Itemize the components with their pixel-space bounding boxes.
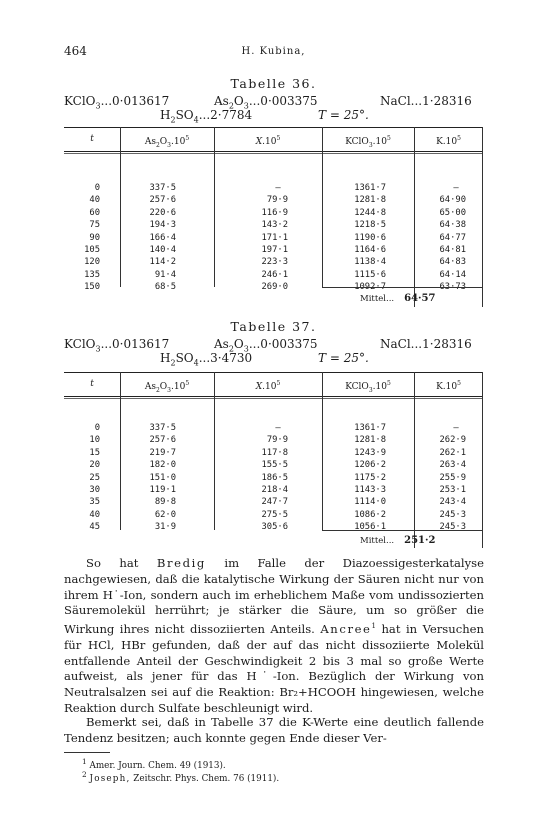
table-cell: 243·4 [439, 497, 466, 508]
table-cell: 114·2 [149, 257, 176, 268]
table-cell: 91·4 [154, 269, 176, 280]
column-header-x: $X.10^5$ [255, 135, 281, 147]
table-cell: 1164·6 [354, 244, 386, 255]
table-cell: 1243·9 [354, 447, 386, 458]
table-37 [64, 372, 483, 552]
table-cell: 337·5 [149, 183, 176, 193]
table-37-nacl-condition: NaCl...1·28316 [380, 337, 472, 351]
table-cell: 1138·4 [354, 257, 386, 268]
mittel-value: 251·2 [404, 535, 436, 546]
footnote-1: $^1$ Amer. Journ. Chem. 49 (1913). [82, 757, 226, 771]
table-cell: 245·3 [439, 509, 466, 520]
table-rule [64, 372, 483, 373]
table-row [64, 422, 483, 434]
column-header-x: $X.10^5$ [255, 380, 281, 392]
table-row [64, 509, 483, 521]
table-cell: 1206·2 [354, 460, 386, 471]
table-cell: 64·90 [439, 195, 466, 206]
table-cell: 255·9 [439, 472, 466, 483]
table-cell: 1361·7 [354, 423, 386, 433]
column-header-kclo3: $KClO_3.10^5$ [345, 135, 391, 149]
mittel-label: Mittel... [360, 294, 395, 304]
table-cell: 119·1 [149, 484, 176, 495]
table-37-rows [64, 422, 483, 534]
table-row [64, 269, 483, 281]
table-cell: 89·8 [154, 497, 176, 508]
table-rule [64, 153, 483, 154]
table-36-kclo3-condition: KClO$_3$...0·013617 [64, 94, 170, 111]
table-37-title: Tabelle 37. [230, 319, 317, 334]
table-cell: 1175·2 [354, 472, 386, 483]
table-row [64, 194, 483, 206]
table-cell: 25 [89, 472, 100, 483]
table-rule [64, 151, 483, 152]
table-cell: 245·3 [439, 522, 466, 533]
table-36-as2o3-condition: $As_2O_3...0\cdot 003375$ [214, 94, 318, 111]
table-row [64, 219, 483, 231]
table-cell: 1086·2 [354, 509, 386, 520]
table-36-header [64, 130, 483, 152]
table-cell: 90 [89, 232, 100, 243]
table-cell: 20 [89, 460, 100, 471]
table-cell: 1143·3 [354, 484, 386, 495]
footnote-rule [64, 752, 110, 753]
table-cell: 64·14 [439, 269, 466, 280]
table-cell: 155·5 [261, 460, 288, 471]
table-row [64, 521, 483, 533]
body-paragraph-2: Bemerkt sei, daß in Tabelle 37 die K-Werte eine deutlich fallende Tendenz besitzen; auch konnte gegen Ende dieser Ver- [64, 715, 484, 745]
table-cell: 0 [94, 423, 100, 433]
table-cell: 40 [89, 195, 100, 206]
footnote-ref: 1 [371, 622, 376, 631]
table-cell: — [275, 423, 281, 433]
table-cell: 79·9 [266, 435, 288, 446]
table-cell: 64·38 [439, 220, 466, 231]
column-header-t: t [90, 134, 94, 144]
table-cell: 45 [89, 522, 100, 533]
column-header-k: $K.10^5$ [436, 135, 461, 147]
table-cell: — [453, 423, 459, 433]
table-36-mittel [360, 293, 435, 304]
table-37-mittel [360, 535, 435, 546]
table-cell: 1092·7 [354, 282, 386, 293]
table-cell: 0 [94, 183, 100, 193]
table-cell: 31·9 [154, 522, 176, 533]
table-cell: 40 [89, 509, 100, 520]
table-cell: 223·3 [261, 257, 288, 268]
table-cell: 140·4 [149, 244, 176, 255]
table-cell: 257·6 [149, 195, 176, 206]
table-cell: 1281·8 [354, 435, 386, 446]
table-row [64, 244, 483, 256]
table-37-kclo3-condition: KClO$_3$...0·013617 [64, 337, 170, 354]
column-header-as2o3: $As_2O_3.10^5$ [144, 135, 190, 149]
table-row [64, 256, 483, 268]
column-header-as2o3: $As_2O_3.10^5$ [144, 380, 190, 394]
table-cell: 68·5 [154, 282, 176, 293]
table-row [64, 484, 483, 496]
table-cell: — [275, 183, 281, 193]
table-cell: 220·6 [149, 207, 176, 218]
table-cell: 1361·7 [354, 183, 386, 193]
table-cell: 75 [89, 220, 100, 231]
table-37-as2o3-condition: $As_2O_3...0\cdot 003375$ [214, 337, 318, 354]
table-cell: 182·0 [149, 460, 176, 471]
table-cell: 171·1 [261, 232, 288, 243]
table-cell: 143·2 [261, 220, 288, 231]
footnote-2: $^2$ Joseph, Zeitschr. Phys. Chem. 76 (1911). [82, 770, 280, 784]
column-header-t: t [90, 379, 94, 389]
table-36 [64, 127, 483, 307]
table-cell: 269·0 [261, 282, 288, 293]
table-cell: 1056·1 [354, 522, 386, 533]
table-cell: 117·8 [261, 447, 288, 458]
table-cell: 262·1 [439, 447, 466, 458]
table-cell: 166·4 [149, 232, 176, 243]
table-rule [64, 127, 483, 128]
table-cell: 218·4 [261, 484, 288, 495]
body-paragraph-1: So hat Bredig im Falle der Diazoessigesterkatalyse nachgewiesen, daß die katalytische Wirkung der Säuren nicht nur von ihrem H˙-Ion, sondern auch im erheblichem Maße vom undissozierten Säuremolekül herrührt; je stärker die Säure, um so größer die Wirkung ihres nicht dissoziierten Anteils. Ancree$^1$ hat in Versuchen für HCl, HBr gefunden, daß der auf das nicht dissoziierte Molekül entfallende Anteil der Geschwindigkeit 2 bis 3 mal so große Werte aufweist, als jener für das H˙-Ion. Bezüglich der Wirkung von Neutralsalzen sei auf die Reaktion: Br₂+HCOOH hingewiesen, welche Reaktion durch Sulfate beschleunigt wird. [64, 556, 484, 716]
table-cell: 1281·8 [354, 195, 386, 206]
table-cell: 219·7 [149, 447, 176, 458]
table-36-nacl-condition: NaCl...1·28316 [380, 94, 472, 108]
table-cell: 65·00 [439, 207, 466, 218]
table-cell: 79·9 [266, 195, 288, 206]
table-row [64, 232, 483, 244]
table-row [64, 472, 483, 484]
table-rule [64, 398, 483, 399]
table-cell: 105 [84, 244, 100, 255]
table-cell: 247·7 [261, 497, 288, 508]
table-cell: 1190·6 [354, 232, 386, 243]
table-cell: 1114·0 [354, 497, 386, 508]
running-head: H. Kubina, [241, 46, 306, 57]
table-cell: 135 [84, 269, 100, 280]
table-cell: 116·9 [261, 207, 288, 218]
mittel-label: Mittel... [360, 536, 395, 546]
table-row [64, 207, 483, 219]
column-header-k: $K.10^5$ [436, 380, 461, 392]
table-cell: 194·3 [149, 220, 176, 231]
table-cell: 1244·8 [354, 207, 386, 218]
table-37-h2so4-condition: $H_2SO_4...3\cdot 4730$ [160, 351, 253, 368]
table-cell: 246·1 [261, 269, 288, 280]
table-cell: 63·73 [439, 282, 466, 293]
table-cell: 337·5 [149, 423, 176, 433]
table-36-h2so4-condition: $H_2SO_4...2\cdot 7784$ [160, 108, 253, 125]
table-row [64, 434, 483, 446]
table-cell: 64·81 [439, 244, 466, 255]
table-cell: 64·77 [439, 232, 466, 243]
column-header-kclo3: $KClO_3.10^5$ [345, 380, 391, 394]
table-rule [64, 396, 483, 397]
table-row [64, 447, 483, 459]
table-cell: 263·4 [439, 460, 466, 471]
author-name: Bredig [156, 556, 206, 570]
table-cell: — [453, 183, 459, 193]
table-cell: 15 [89, 447, 100, 458]
table-rule [322, 530, 483, 531]
page-number: 464 [64, 44, 87, 58]
table-cell: 150 [84, 282, 100, 293]
table-row [64, 496, 483, 508]
table-cell: 262·9 [439, 435, 466, 446]
table-cell: 305·6 [261, 522, 288, 533]
mittel-value: 64·57 [404, 293, 436, 304]
author-name: Ancree [320, 622, 372, 637]
table-cell: 1115·6 [354, 269, 386, 280]
table-row [64, 182, 483, 194]
table-rule [322, 287, 483, 288]
table-cell: 64·83 [439, 257, 466, 268]
table-cell: 253·1 [439, 484, 466, 495]
table-36-temperature: T = 25°. [318, 108, 369, 122]
table-row [64, 459, 483, 471]
table-36-rows [64, 182, 483, 294]
table-37-header [64, 375, 483, 397]
table-cell: 120 [84, 257, 100, 268]
table-cell: 186·5 [261, 472, 288, 483]
table-cell: 197·1 [261, 244, 288, 255]
table-cell: 257·6 [149, 435, 176, 446]
table-cell: 35 [89, 497, 100, 508]
table-cell: 62·0 [154, 509, 176, 520]
table-36-title: Tabelle 36. [230, 76, 317, 91]
table-cell: 60 [89, 207, 100, 218]
table-cell: 30 [89, 484, 100, 495]
table-cell: 151·0 [149, 472, 176, 483]
table-37-temperature: T = 25°. [318, 351, 369, 365]
table-cell: 275·5 [261, 509, 288, 520]
table-cell: 1218·5 [354, 220, 386, 231]
table-cell: 10 [89, 435, 100, 446]
